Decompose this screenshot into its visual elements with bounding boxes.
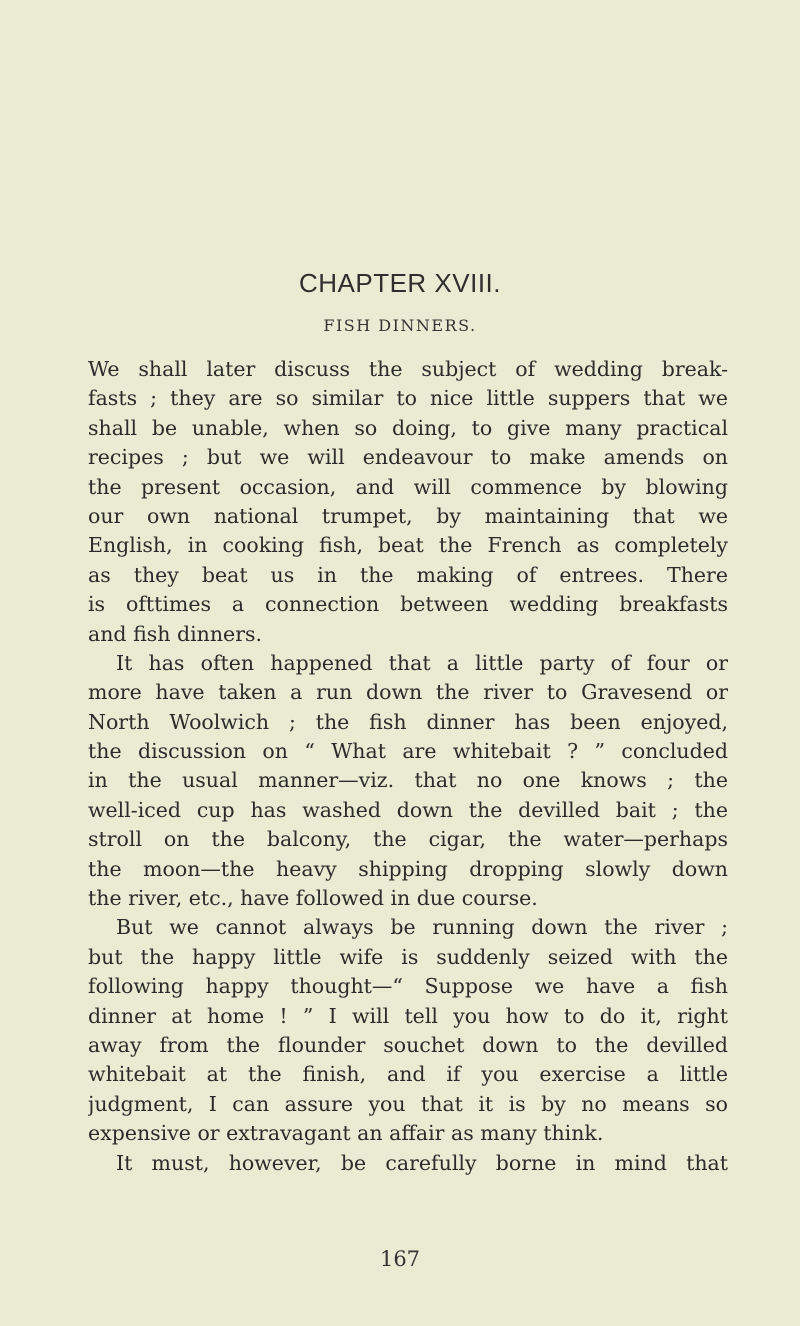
text-line: well-iced cup has washed down the devilled bait ; the <box>88 797 728 822</box>
text-line: the discussion on “ What are whitebait ? ” concluded <box>88 739 728 764</box>
body-text <box>88 355 728 1178</box>
text-line: recipes ; but we will endeavour to make amends on <box>88 445 728 470</box>
text-line: the river, etc., have followed in due course. <box>88 886 538 911</box>
text-line: our own national trumpet, by maintaining that we <box>88 503 728 528</box>
text-line: English, in cooking fish, beat the French as completely <box>88 533 728 558</box>
text-line: the present occasion, and will commence by blowing <box>88 474 728 499</box>
text-line: in the usual manner—viz. that no one knows ; the <box>88 768 728 793</box>
text-line: dinner at home ! ” I will tell you how to do it, right <box>88 1003 728 1028</box>
text-line: stroll on the balcony, the cigar, the water—perhaps <box>88 827 728 852</box>
text-line: judgment, I can assure you that it is by no means so <box>88 1091 728 1116</box>
text-line: shall be unable, when so doing, to give many practical <box>88 415 728 440</box>
text-line: the moon—the heavy shipping dropping slowly down <box>88 856 728 881</box>
page-number: 167 <box>379 1247 421 1271</box>
text-line: It has often happened that a little party of four or <box>116 650 728 675</box>
text-line: as they beat us in the making of entrees. There <box>88 562 728 587</box>
text-line: following happy thought—“ Suppose we have a fish <box>88 974 728 999</box>
text-line: but the happy little wife is suddenly seized with the <box>88 944 728 969</box>
text-line: expensive or extravagant an affair as many think. <box>88 1121 604 1146</box>
text-line: fasts ; they are so similar to nice little suppers that we <box>88 386 728 411</box>
text-line: It must, however, be carefully borne in mind that <box>116 1150 728 1175</box>
section-title: FISH DINNERS. <box>323 316 477 335</box>
text-line: is ofttimes a connection between wedding breakfasts <box>88 592 728 617</box>
text-line: We shall later discuss the subject of wedding break- <box>88 357 728 381</box>
text-line: and fish dinners. <box>88 621 263 646</box>
text-line: away from the flounder souchet down to the devilled <box>88 1032 728 1057</box>
chapter-title: CHAPTER XVIII. <box>298 268 502 298</box>
text-line: more have taken a run down the river to Gravesend or <box>88 680 728 705</box>
text-line: North Woolwich ; the fish dinner has been enjoyed, <box>88 709 728 734</box>
text-line: But we cannot always be running down the river ; <box>116 915 728 940</box>
text-line: whitebait at the finish, and if you exercise a little <box>88 1062 728 1087</box>
